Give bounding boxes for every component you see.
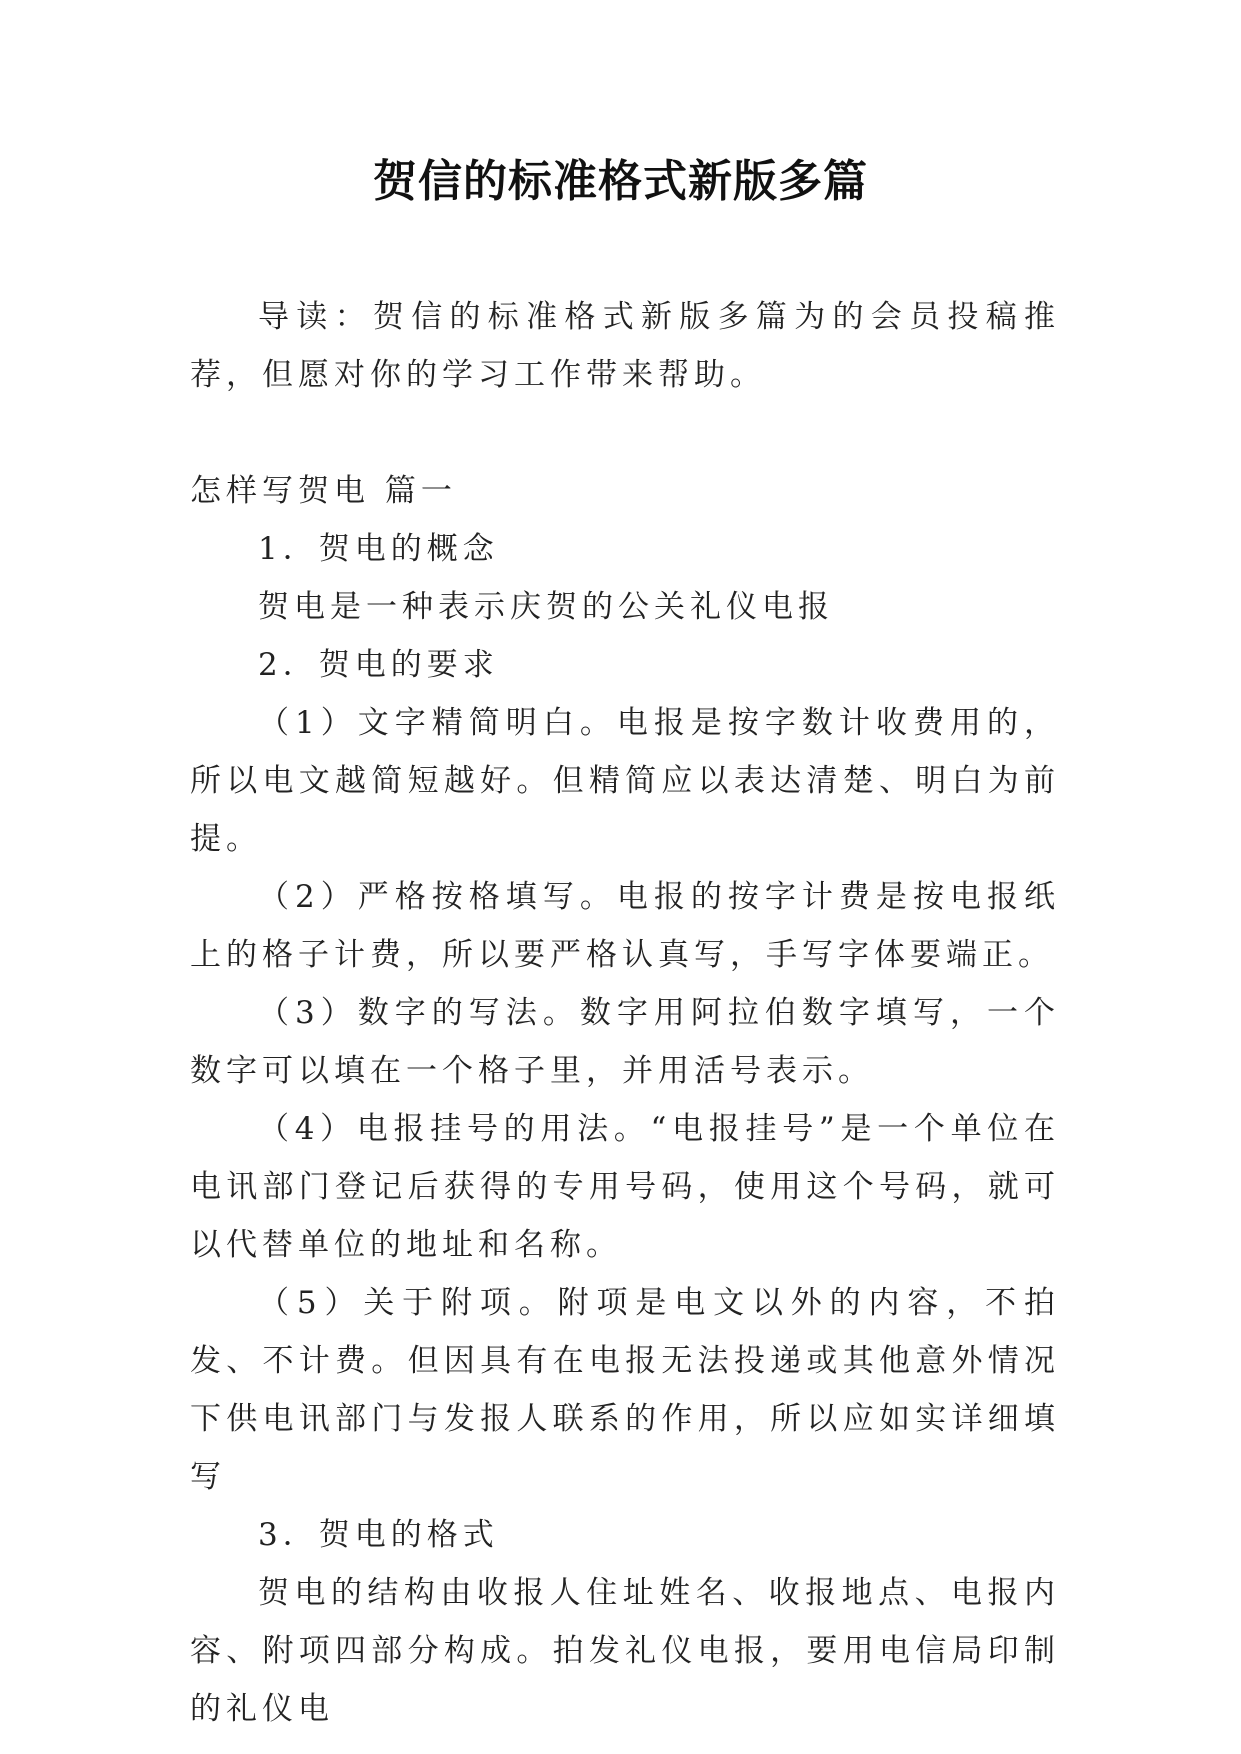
- paragraph-requirement-5: （5）关于附项。附项是电文以外的内容，不拍发、不计费。但因具有在电报无法投递或其他意外情况下供电讯部门与发报人联系的作用，所以应如实详细填写: [190, 1285, 1060, 1495]
- paragraph-requirement-2: （2）严格按格填写。电报的按字计费是按电报纸上的格子计费，所以要严格认真写，手写字体要端正。: [190, 879, 1060, 973]
- paragraph-format-heading: 3．贺电的格式: [258, 1517, 499, 1553]
- intro-paragraph: 导读：贺信的标准格式新版多篇为的会员投稿推荐，但愿对你的学习工作带来帮助。: [190, 299, 1060, 393]
- document-body: [190, 288, 1060, 1738]
- paragraph-requirement-3: （3）数字的写法。数字用阿拉伯数字填写，一个数字可以填在一个格子里，并用活号表示。: [190, 995, 1060, 1089]
- paragraph-concept-heading: 1．贺电的概念: [258, 531, 499, 567]
- section-heading: 怎样写贺电 篇一: [190, 473, 457, 509]
- document-title: 贺信的标准格式新版多篇: [373, 156, 868, 207]
- paragraph-format: 贺电的结构由收报人住址姓名、收报地点、电报内容、附项四部分构成。拍发礼仪电报，要用电信局印制的礼仪电: [190, 1575, 1060, 1727]
- paragraph-requirement-4: （4）电报挂号的用法。“电报挂号”是一个单位在电讯部门登记后获得的专用号码，使用这个号码，就可以代替单位的地址和名称。: [190, 1111, 1060, 1263]
- paragraph-concept: 贺电是一种表示庆贺的公关礼仪电报: [258, 589, 834, 625]
- paragraph-requirements-heading: 2．贺电的要求: [258, 647, 499, 683]
- paragraph-requirement-1: （1）文字精简明白。电报是按字数计收费用的，所以电文越简短越好。但精简应以表达清楚、明白为前提。: [190, 705, 1060, 857]
